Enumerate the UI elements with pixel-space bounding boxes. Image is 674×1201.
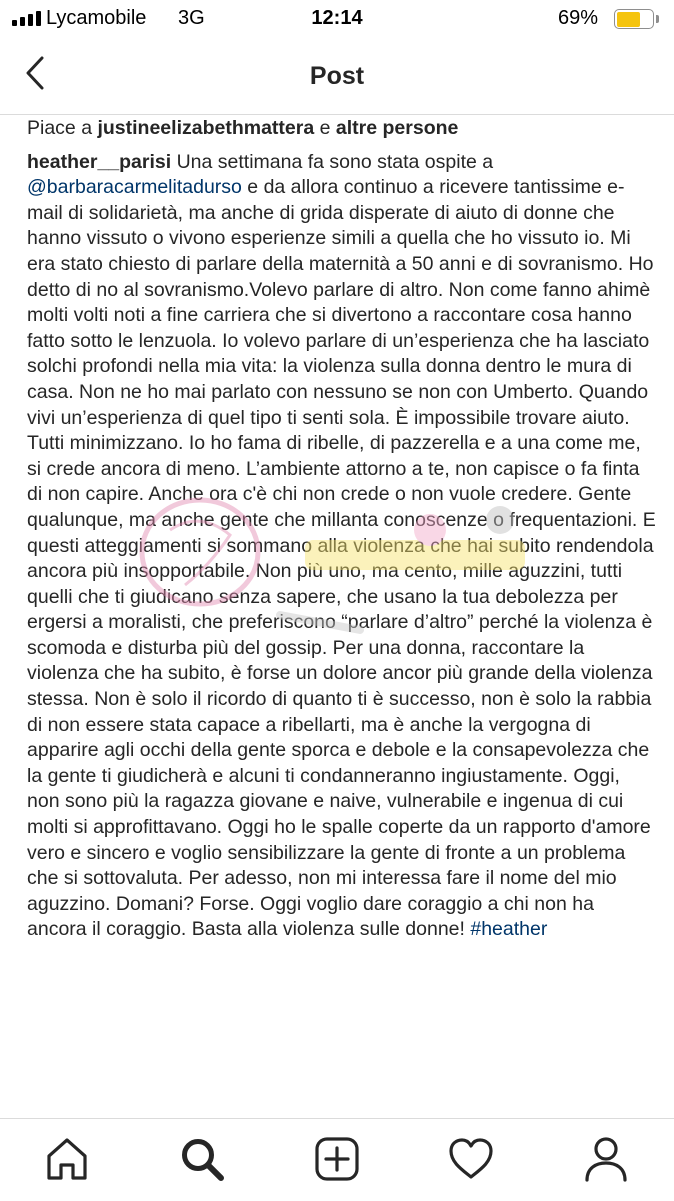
tab-home[interactable] (43, 1135, 91, 1183)
hashtag-link[interactable]: #heather (470, 918, 548, 941)
likes-line (27, 116, 657, 142)
post-content (27, 116, 657, 943)
liker-username[interactable]: justineelizabethmattera (97, 117, 315, 139)
tab-profile[interactable] (582, 1135, 630, 1183)
tab-search[interactable] (178, 1135, 226, 1183)
likes-joiner: e (314, 117, 336, 139)
status-bar (0, 0, 674, 38)
search-icon (178, 1135, 226, 1183)
battery-icon (614, 9, 660, 29)
caption-text-2: e da allora continuo a ricevere tantissime e-mail di solidarietà, ma anche di grida disperate di aiuto di donne che hanno vissuto o vivono esperienze simili a quella che ho vissuto io. Mi era stato chiesto di parlare della maternità a 50 anni e di sovranismo. Ho detto di no al sovranismo.Volevo parlare di altro. Non come fanno ahimè molti volti noti a fine carriera che si divertono a raccontare cosa hanno fatto sotto le lenzuola. Io volevo parlare di un’esperienza che ha lasciato solchi profondi nella mia vita: la violenza sulla donna dentro le mura di casa. Non ne ho mai parlato con nessuno se non con Umberto. Quando vivi un’esperienza di quel tipo ti senti sola. È impossibile trovare aiuto. Tutti minimizzano. Io ho fama di ribelle, di pazzerella e a una come me, si crede ancora di meno. L’ambiente attorno a te, non capisce o fa finta di non capire. Anche ora c'è chi non crede o non vuole credere. Gente qualunque, ma anche gente che millanta conoscenze o frequentazioni. E questi atteggiamenti si sommano alla violenza che hai subito rendendola ancora più insopportabile. Non più uno, ma cento, mille aguzzini, tutti quelli che ti giudicano senza sapere, che usano la tua debolezza per ergersi a moralisti, che preferiscono “parlare d’altro” perché la violenza è scomoda e disturba più del gossip. Per una donna, raccontare la violenza che ha subito, è forse un dolore ancor più grande della violenza stessa. Non è solo il ricordo di quanto ti è successo, non è solo la rabbia di non essere stata capace a ribellarti, ma è anche la vergogna di apparire agli occhi della gente sporca e debole e la consapevolezza che la gente ti giudicherà e alcuni ti condanneranno ingiustamente. Oggi, non sono più la ragazza giovane e naive, vulnerabile e ingenua di cui molti si approfittavano. Oggi ho le spalle coperte da un rapporto d'amore vero e sincero e voglio sensibilizzare la gente di fronte a un problema che si sottovaluta. Per adesso, non mi interessa fare il nome del mio aguzzino. Domani? Forse. Oggi voglio dare coraggio a chi non ha ancora il coraggio. Basta alla violenza sulle donne! (27, 176, 656, 941)
tab-new-post[interactable] (313, 1135, 361, 1183)
other-likers-link[interactable]: altre persone (335, 117, 459, 139)
post-caption (27, 150, 657, 943)
new-post-icon (313, 1135, 361, 1183)
network-type: 3G (178, 7, 205, 29)
nav-bar (0, 38, 674, 115)
caption-text-1: Una settimana fa sono stata ospite a (171, 150, 494, 173)
activity-heart-icon (447, 1135, 495, 1183)
carrier-name: Lycamobile (46, 7, 147, 29)
profile-icon (582, 1135, 630, 1183)
status-time: 12:14 (311, 7, 363, 29)
page-title: Post (309, 62, 365, 90)
bottom-tab-bar (0, 1118, 674, 1201)
author-username[interactable]: heather__parisi (27, 150, 172, 173)
battery-percent: 69% (557, 7, 598, 29)
tab-activity[interactable] (447, 1135, 495, 1183)
home-icon (43, 1135, 91, 1183)
mention-link[interactable]: @barbaracarmelitadurso (27, 176, 242, 199)
likes-prefix: Piace a (27, 117, 98, 139)
